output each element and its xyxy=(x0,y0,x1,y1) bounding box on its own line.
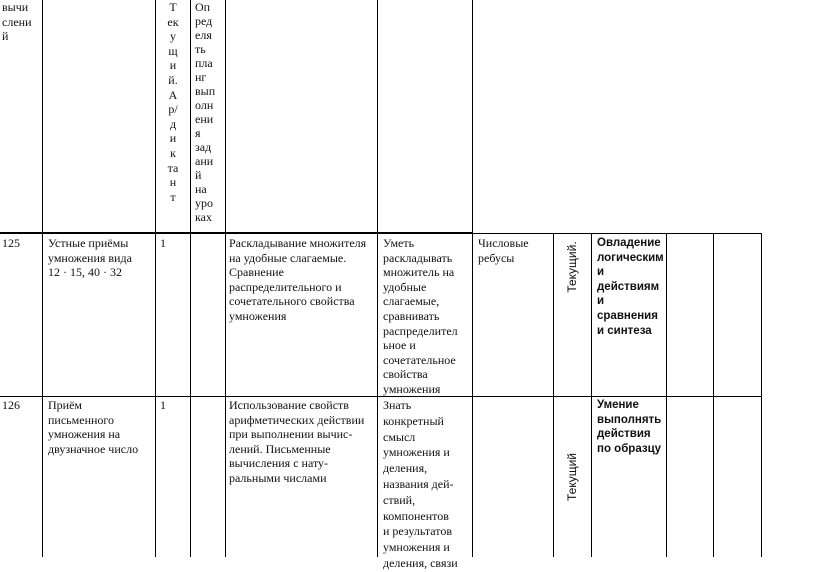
lesson-number: 126 xyxy=(2,398,20,412)
lesson-hours: 1 xyxy=(160,398,166,412)
control-type: Текущий xyxy=(565,453,579,501)
col-line-7 xyxy=(553,233,554,557)
col-line-1 xyxy=(42,0,43,557)
lesson-skills: Уметь раскладывать множитель на удобные слагаемые, сравнивать распределител ьное и сочетательное свойства умножения xyxy=(383,236,458,396)
lesson-topic: Приём письменного умножения на двузначное число xyxy=(48,398,139,456)
header-col3-text: Т ек у щ и й. А р/ д и к та н т xyxy=(167,0,179,204)
lesson-skills: Знать конкретный смысл умножения и деления, названия дей- ствий, компонентов и результатов умножения и деления, связи xyxy=(383,398,458,570)
col-line-4 xyxy=(225,0,226,557)
uud-skills: Овладение логическим и действиям и сравнения и синтеза xyxy=(597,237,664,337)
col-line-6 xyxy=(472,0,473,557)
row-divider-125 xyxy=(0,233,762,234)
lesson-hours: 1 xyxy=(160,236,166,250)
control-type: Текущий. xyxy=(565,241,579,293)
header-col1-text: вычи слени й xyxy=(2,0,32,44)
row-divider-125b xyxy=(0,396,762,397)
lesson-content: Использование свойств арифметических действии при выполнении вычис- лений. Письменные вычисления с нату- ральными числами xyxy=(229,398,365,485)
col-line-3 xyxy=(190,0,191,557)
lesson-number: 125 xyxy=(2,236,20,250)
uud-skills: Умение выполнять действия по образцу xyxy=(597,399,662,455)
col-line-10 xyxy=(713,233,714,557)
header-col4-text: Оп ред еля ть пла нг вып олн ени я зад ани й на уро ках xyxy=(195,0,216,224)
col-line-9 xyxy=(666,233,667,557)
col-line-11 xyxy=(761,233,762,557)
lesson-content: Раскладывание множителя на удобные слагаемые. Сравнение распределительного и сочетательного свойства умножения xyxy=(229,236,367,323)
lesson-extra: Числовые ребусы xyxy=(478,236,529,265)
col-line-5 xyxy=(377,0,378,557)
lesson-topic: Устные приёмы умножения вида 12 · 15, 40 · 32 xyxy=(48,236,132,280)
col-line-8 xyxy=(591,233,592,557)
